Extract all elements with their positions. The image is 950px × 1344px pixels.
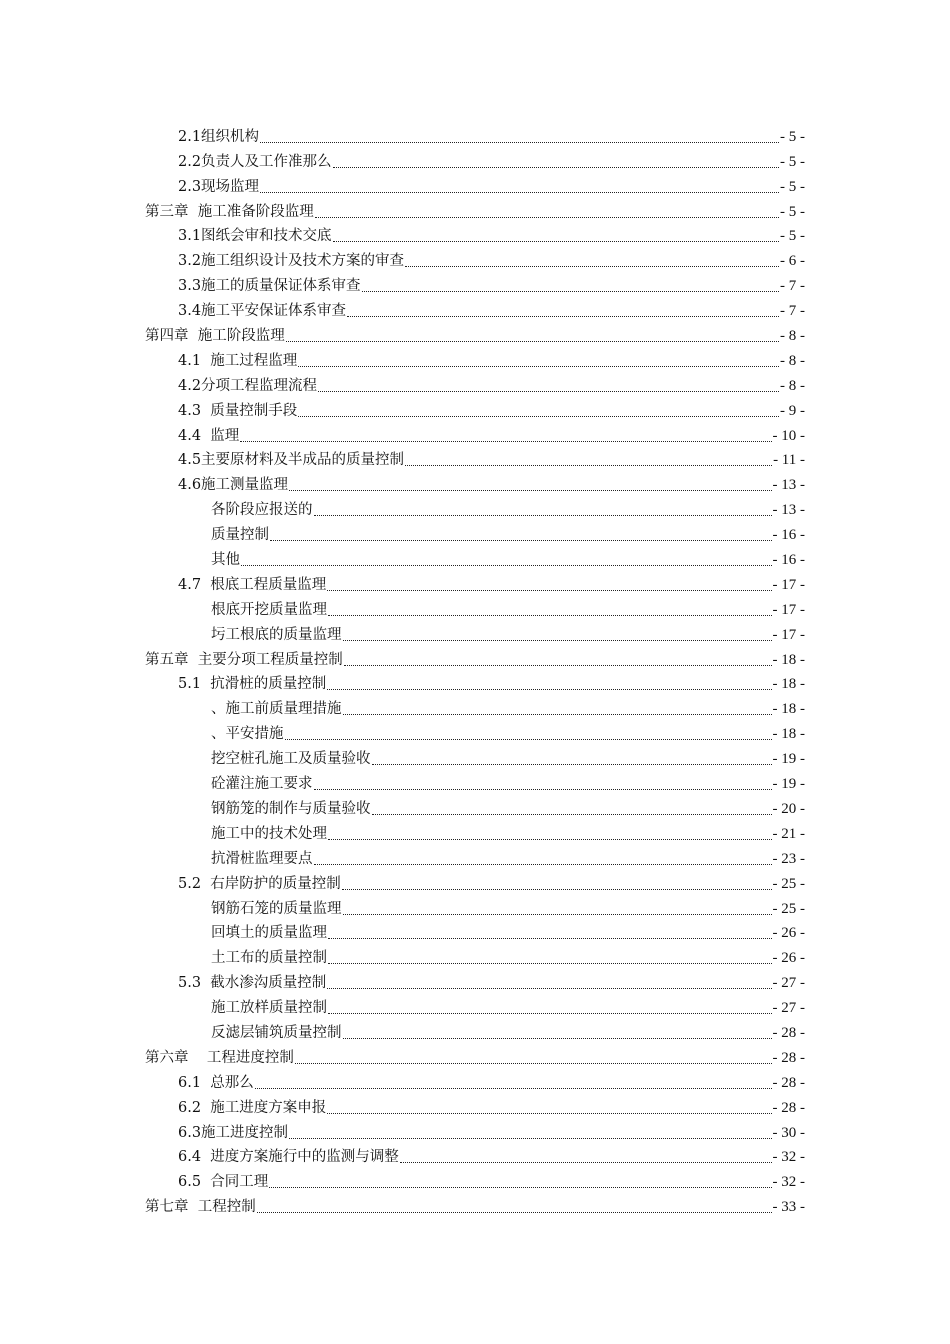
toc-section-entry[interactable]	[0, 398, 950, 423]
toc-page-number: - 28 -	[772, 1049, 805, 1066]
toc-subsection-entry[interactable]	[0, 622, 950, 647]
toc-subsection-entry[interactable]	[0, 1020, 950, 1045]
toc-entry-title: 3.2施工组织设计及技术方案的审查	[178, 253, 405, 270]
toc-entry-title: 钢筋笼的制作与质量验收	[211, 800, 371, 817]
toc-entry-title: 各阶段应报送的	[211, 502, 313, 519]
toc-page-number: - 5 -	[780, 153, 805, 170]
toc-leader-dots	[318, 388, 779, 392]
toc-page-number: - 20 -	[772, 800, 805, 817]
toc-page-number: - 26 -	[772, 950, 805, 967]
toc-entry-title: 、平安措施	[211, 726, 284, 743]
toc-leader-dots	[314, 512, 772, 516]
toc-chapter-entry[interactable]	[0, 323, 950, 348]
toc-page-number: - 26 -	[772, 925, 805, 942]
toc-entry-title: 6.2 施工进度方案申报	[178, 1099, 327, 1116]
toc-entry-title: 第五章 主要分项工程质量控制	[145, 651, 343, 668]
toc-section-entry[interactable]	[0, 224, 950, 249]
toc-entry-title: 、施工前质量理措施	[211, 701, 342, 718]
toc-entry-title: 4.4 监理	[178, 427, 240, 444]
toc-entry-title: 抗滑桩监理要点	[211, 850, 313, 867]
toc-page-number: - 18 -	[772, 726, 805, 743]
toc-subsection-entry[interactable]	[0, 921, 950, 946]
toc-subsection-entry[interactable]	[0, 995, 950, 1020]
toc-entry-title: 5.2 右岸防护的质量控制	[178, 875, 341, 892]
toc-entry-title: 5.3 截水渗沟质量控制	[178, 975, 327, 992]
toc-section-entry[interactable]	[0, 1070, 950, 1095]
toc-page-number: - 16 -	[772, 527, 805, 544]
toc-leader-dots	[405, 263, 779, 267]
toc-leader-dots	[314, 861, 772, 865]
toc-section-entry[interactable]	[0, 970, 950, 995]
toc-leader-dots	[327, 1110, 771, 1114]
toc-section-entry[interactable]	[0, 373, 950, 398]
toc-entry-title: 3.4施工平安保证体系审查	[178, 303, 347, 320]
toc-leader-dots	[405, 462, 772, 466]
table-of-contents	[0, 124, 950, 1219]
toc-page-number: - 7 -	[780, 278, 805, 295]
toc-leader-dots	[286, 338, 779, 342]
toc-leader-dots	[257, 1209, 772, 1213]
toc-page-number: - 32 -	[772, 1149, 805, 1166]
toc-leader-dots	[328, 836, 772, 840]
toc-subsection-entry[interactable]	[0, 846, 950, 871]
toc-section-entry[interactable]	[0, 472, 950, 497]
toc-entry-title: 钢筋石笼的质量监理	[211, 900, 342, 917]
toc-page-number: - 16 -	[772, 552, 805, 569]
toc-leader-dots	[343, 711, 772, 715]
toc-entry-title: 反滤层铺筑质量控制	[211, 1024, 342, 1041]
toc-leader-dots	[362, 288, 779, 292]
toc-leader-dots	[285, 736, 772, 740]
toc-leader-dots	[260, 189, 779, 193]
toc-section-entry[interactable]	[0, 1169, 950, 1194]
toc-leader-dots	[333, 164, 779, 168]
toc-page-number: - 13 -	[772, 502, 805, 519]
toc-page-number: - 17 -	[772, 601, 805, 618]
toc-page-number: - 10 -	[772, 427, 805, 444]
toc-entry-title: 5.1 抗滑桩的质量控制	[178, 676, 327, 693]
toc-leader-dots	[289, 1135, 771, 1139]
toc-page-number: - 27 -	[772, 975, 805, 992]
toc-leader-dots	[327, 587, 771, 591]
toc-subsection-entry[interactable]	[0, 597, 950, 622]
toc-chapter-entry[interactable]	[0, 647, 950, 672]
toc-subsection-entry[interactable]	[0, 896, 950, 921]
toc-subsection-entry[interactable]	[0, 721, 950, 746]
toc-page-number: - 21 -	[772, 825, 805, 842]
toc-page-number: - 18 -	[772, 701, 805, 718]
toc-section-entry[interactable]	[0, 174, 950, 199]
toc-leader-dots	[298, 363, 779, 367]
toc-page-number: - 8 -	[780, 352, 805, 369]
toc-page-number: - 19 -	[772, 751, 805, 768]
toc-subsection-entry[interactable]	[0, 821, 950, 846]
toc-leader-dots	[241, 562, 772, 566]
toc-entry-title: 4.6施工测量监理	[178, 477, 289, 494]
toc-entry-title: 6.5 合同工理	[178, 1174, 269, 1191]
toc-chapter-entry[interactable]	[0, 1194, 950, 1219]
toc-subsection-entry[interactable]	[0, 696, 950, 721]
toc-entry-title: 4.2分项工程监理流程	[178, 377, 318, 394]
toc-entry-title: 第七章 工程控制	[145, 1199, 256, 1216]
toc-leader-dots	[240, 438, 771, 442]
toc-page-number: - 23 -	[772, 850, 805, 867]
toc-page-number: - 28 -	[772, 1074, 805, 1091]
toc-entry-title: 6.3施工进度控制	[178, 1124, 289, 1141]
toc-section-entry[interactable]	[0, 149, 950, 174]
toc-page-number: - 32 -	[772, 1174, 805, 1191]
toc-page-number: - 28 -	[772, 1024, 805, 1041]
toc-entry-title: 施工中的技术处理	[211, 825, 327, 842]
toc-entry-title: 挖空桩孔施工及质量验收	[211, 751, 371, 768]
toc-leader-dots	[315, 214, 779, 218]
toc-entry-title: 其他	[211, 552, 240, 569]
toc-page-number: - 8 -	[780, 328, 805, 345]
toc-entry-title: 第三章 施工准备阶段监理	[145, 203, 314, 220]
toc-section-entry[interactable]	[0, 248, 950, 273]
toc-page-number: - 5 -	[780, 128, 805, 145]
toc-leader-dots	[347, 313, 779, 317]
toc-leader-dots	[260, 139, 779, 143]
toc-leader-dots	[328, 1010, 772, 1014]
toc-entry-title: 3.1图纸会审和技术交底	[178, 228, 332, 245]
toc-section-entry[interactable]	[0, 1120, 950, 1145]
toc-page-number: - 18 -	[772, 651, 805, 668]
toc-subsection-entry[interactable]	[0, 497, 950, 522]
toc-leader-dots	[270, 537, 772, 541]
toc-leader-dots	[333, 238, 779, 242]
toc-leader-dots	[328, 612, 772, 616]
toc-section-entry[interactable]	[0, 871, 950, 896]
toc-leader-dots	[328, 960, 772, 964]
toc-leader-dots	[269, 1184, 771, 1188]
toc-page-number: - 27 -	[772, 1000, 805, 1017]
toc-entry-title: 4.5主要原材料及半成品的质量控制	[178, 452, 405, 469]
toc-page-number: - 30 -	[772, 1124, 805, 1141]
toc-entry-title: 2.1组织机构	[178, 128, 260, 145]
toc-entry-title: 圬工根底的质量监理	[211, 626, 342, 643]
toc-page-number: - 5 -	[780, 203, 805, 220]
toc-leader-dots	[343, 637, 772, 641]
toc-section-entry[interactable]	[0, 1095, 950, 1120]
toc-entry-title: 第四章 施工阶段监理	[145, 328, 285, 345]
toc-subsection-entry[interactable]	[0, 771, 950, 796]
toc-leader-dots	[327, 985, 771, 989]
toc-section-entry[interactable]	[0, 348, 950, 373]
toc-entry-title: 根底开挖质量监理	[211, 601, 327, 618]
toc-leader-dots	[372, 761, 772, 765]
toc-page-number: - 25 -	[772, 900, 805, 917]
toc-entry-title: 砼灌注施工要求	[211, 776, 313, 793]
toc-page-number: - 33 -	[772, 1199, 805, 1216]
toc-entry-title: 4.7 根底工程质量监理	[178, 576, 327, 593]
toc-leader-dots	[400, 1159, 772, 1163]
toc-page-number: - 19 -	[772, 776, 805, 793]
toc-entry-title: 2.3现场监理	[178, 178, 260, 195]
toc-entry-title: 2.2负责人及工作准那么	[178, 153, 332, 170]
toc-leader-dots	[289, 487, 771, 491]
toc-leader-dots	[343, 1035, 772, 1039]
toc-page-number: - 17 -	[772, 576, 805, 593]
toc-entry-title: 4.3 质量控制手段	[178, 402, 298, 419]
toc-section-entry[interactable]	[0, 423, 950, 448]
toc-section-entry[interactable]	[0, 672, 950, 697]
toc-page-number: - 8 -	[780, 377, 805, 394]
toc-entry-title: 4.1 施工过程监理	[178, 352, 298, 369]
toc-entry-title: 回填土的质量监理	[211, 925, 327, 942]
toc-section-entry[interactable]	[0, 572, 950, 597]
toc-chapter-entry[interactable]	[0, 1045, 950, 1070]
toc-entry-title: 质量控制	[211, 527, 269, 544]
toc-subsection-entry[interactable]	[0, 945, 950, 970]
toc-entry-title: 第六章 工程进度控制	[145, 1049, 294, 1066]
toc-subsection-entry[interactable]	[0, 522, 950, 547]
toc-section-entry[interactable]	[0, 273, 950, 298]
toc-page-number: - 6 -	[780, 253, 805, 270]
toc-page-number: - 28 -	[772, 1099, 805, 1116]
toc-leader-dots	[327, 686, 771, 690]
toc-page-number: - 5 -	[780, 228, 805, 245]
toc-page-number: - 13 -	[772, 477, 805, 494]
toc-entry-title: 6.4 进度方案施行中的监测与调整	[178, 1149, 399, 1166]
toc-section-entry[interactable]	[0, 448, 950, 473]
toc-section-entry[interactable]	[0, 298, 950, 323]
toc-leader-dots	[342, 886, 772, 890]
toc-page-number: - 18 -	[772, 676, 805, 693]
toc-page-number: - 5 -	[780, 178, 805, 195]
toc-chapter-entry[interactable]	[0, 199, 950, 224]
toc-leader-dots	[344, 662, 772, 666]
toc-subsection-entry[interactable]	[0, 746, 950, 771]
toc-entry-title: 6.1 总那么	[178, 1074, 254, 1091]
toc-subsection-entry[interactable]	[0, 796, 950, 821]
toc-leader-dots	[372, 811, 772, 815]
toc-entry-title: 土工布的质量控制	[211, 950, 327, 967]
toc-leader-dots	[295, 1060, 772, 1064]
toc-page-number: - 7 -	[780, 303, 805, 320]
toc-entry-title: 3.3施工的质量保证体系审查	[178, 278, 361, 295]
toc-page-number: - 9 -	[780, 402, 805, 419]
toc-page-number: - 11 -	[773, 452, 805, 469]
toc-leader-dots	[255, 1085, 772, 1089]
toc-subsection-entry[interactable]	[0, 547, 950, 572]
toc-section-entry[interactable]	[0, 124, 950, 149]
toc-leader-dots	[298, 413, 779, 417]
toc-leader-dots	[328, 935, 772, 939]
toc-page-number: - 25 -	[772, 875, 805, 892]
toc-page-number: - 17 -	[772, 626, 805, 643]
toc-section-entry[interactable]	[0, 1145, 950, 1170]
toc-leader-dots	[343, 911, 772, 915]
toc-entry-title: 施工放样质量控制	[211, 1000, 327, 1017]
toc-leader-dots	[314, 786, 772, 790]
